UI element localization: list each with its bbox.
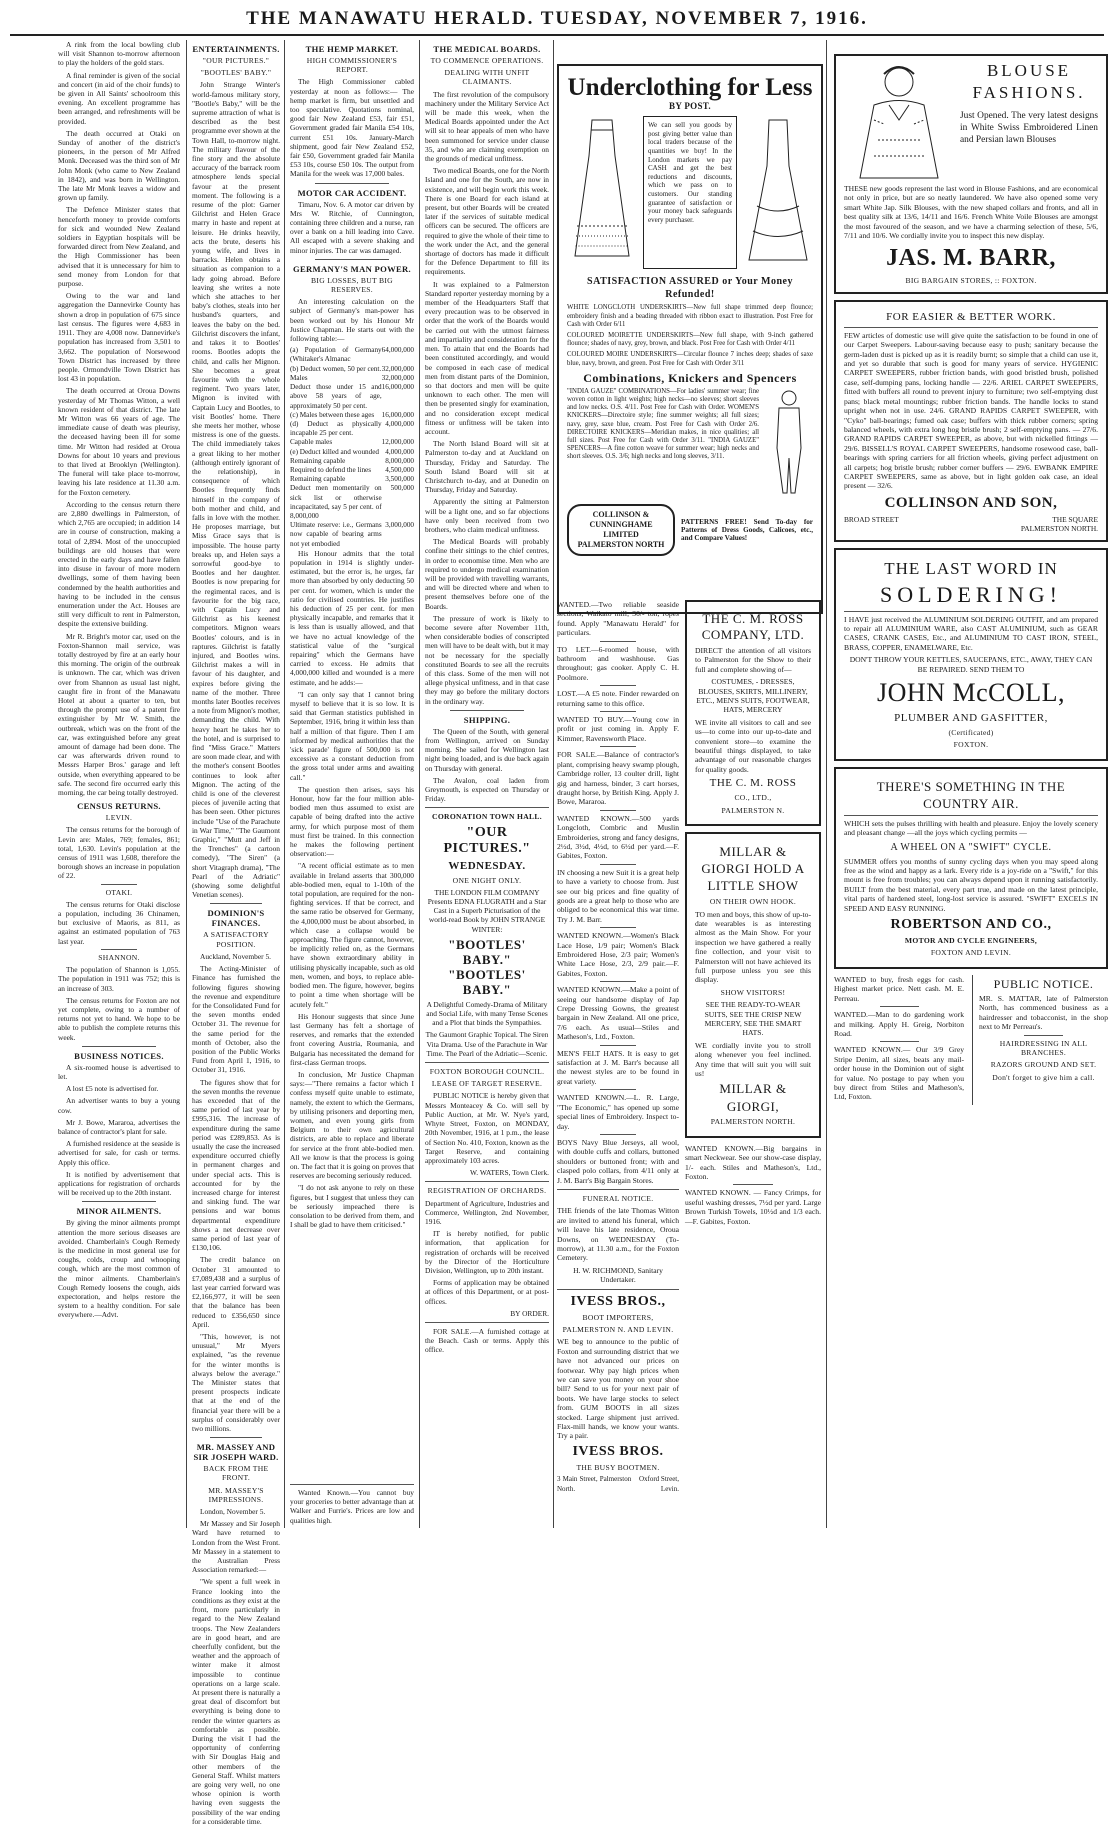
ivess2-address: 3 Main Street, Palmerston North. (557, 1475, 632, 1493)
country-body: WHICH sets the pulses thrilling with health and pleasure. Enjoy the lovely scenery and pleasant change —all the joys which cycling permits — (844, 818, 1098, 838)
table-row (290, 374, 414, 383)
blouse-body: THESE new goods represent the last word in Blouse Fashions, and are economical not only in price, but are so neatly laundered. We have also opened some very smart White Jap. Silk Blouses, with the new shaped collars and fronts, and all in best quality silk at 13/6, 14/11 and 16/6. French White Voile Blouses are amongst the most favoured of the season, and we have a charming selection of these, 5/6, 7/11 and 10/6. We cordially invite you to inspect this new display. (844, 184, 1098, 241)
column-2 (192, 40, 280, 1826)
our-pictures-film: "BOOTLES' BABY." "BOOTLES' BABY." (448, 936, 526, 997)
column-rule (553, 40, 554, 1528)
combinations-title: Combinations, Knickers and Spencers (583, 370, 797, 385)
divider (844, 815, 1098, 816)
ivess-subtitle: BOOT IMPORTERS, (582, 1312, 654, 1322)
table-row (290, 466, 414, 475)
ivess2-title: IVESS BROS. (572, 1443, 664, 1459)
logo-name: COLLINSON & CUNNINGHAME (589, 509, 653, 529)
business-heading: BUSINESS NOTICES. (74, 1050, 164, 1061)
table-cell: 12,000,000 (381, 438, 414, 447)
column-rule (826, 40, 827, 1528)
news-paragraph: The figures show that for the seven months the revenue has exceeded that of the same period of last year by £995,316. The increase of expenditure during the same period was £289,853. As is usually the case the increased expenditure occurred chiefly in permanent charges and under special acts. This is accounted for by the increased charge for interest and sinking fund. The war pensions and war bonus departmental expenditure shows a net decrease over same period of last year of £130,106. (192, 1077, 280, 1253)
small-ad: WANTED TO BUY.—Young cow in profit or just coming in. Apply F. Kimmer, Ravensworth Place. (557, 715, 679, 743)
news-paragraph: The death occurred at Oroua Downs yesterday of Mr Thomas Witton, a well known resident of that district. The late Mr Witton was 66 years of age. The immediate cause of death was pleurisy, the deceased having been ill for some time. Mr Witton had resided at Oroua Downs for about 10 years and previous to that lived at Brooklyn (Wellington). The funeral will take place to-morrow, leaving his late residence at 11.30 a.m. for the Foxton cemetery. (58, 386, 180, 497)
millar-giorgi-ad (685, 832, 821, 1138)
hemp-market-heading: THE HEMP MARKET. (305, 44, 399, 54)
table-cell: 16,000,000 (381, 383, 414, 392)
divider (600, 746, 637, 747)
news-paragraph: It was explained to a Palmerston Standard reporter yesterday morning by a member of the Headquarters Staff that every precaution was to be observed in order that the work of the Boards would be carried out with the utmost fairness and impartiality and consideration for the men. To attain that end the Boards had been constituted accordingly, and would be composed in each case of medical men from distant parts of the Dominion, so that doctors and men will be quite unknown to each other. The men will then be presented singly for examination, and no consideration except medical fitness or unfitness will be taken into account. (425, 279, 549, 436)
small-ad: WANTED KNOWN.—Big bargains in smart Neckwear. See our show-case display, 1/- each. Stiles and Matheson's, Ltd., Foxton. (685, 1143, 821, 1182)
small-ad: WANTED KNOWN.—L. R. Large, "The Economic," has opened up some special lines of Embroidery. Inspect to-day. (557, 1093, 679, 1131)
table-cell: Ultimate reserve: i.e., Germans now capable of bearing arms not yet embodied (290, 521, 382, 548)
table-row (290, 365, 414, 374)
orchards-dept: Department of Agriculture, Industries and Commerce, Wellington, 2nd November, 1916. (425, 1198, 549, 1226)
ross-signature: THE C. M. ROSS (709, 777, 797, 790)
table-cell: (b) Deduct women, 50 per cent. (290, 364, 382, 373)
table-cell: 4,000,000 (385, 447, 414, 456)
divider (600, 810, 637, 811)
mccoll-name: JOHN McCOLL, (877, 678, 1065, 707)
dominion-finances-subheading: A SATISFACTORY POSITION. (203, 930, 269, 949)
table-cell: Remaining capable (290, 456, 346, 465)
news-paragraph: Mr R. Bright's motor car, used on the Foxton-Shannon mail service, was totally destroyed by fire at an early hour this morning. The origin of the outbreak is unknown. The car, which was driven over from Shannon as usual last night, caught fire in front of the Manawatu Hotel at about a quarter to ten, but through the prompt use of a patent fire extinguisher by Mr W. Smith, the outbreak, which was on the front of the car, was extinguished before any great amount of damage had been done. The car was afterwards driven round to Messrs Harper Bros.' garage and left outside, when everything appeared to be safe. The second fire occurred early this morning, the car being totally destroyed. (58, 631, 180, 798)
news-paragraph: The North Island Board will sit at Palmerston to-day and at Auckland on Thursday, Friday and Saturday. The South Island Board will sit at Christchurch to-day, and at Dunedin on Thursday, Friday and Saturday. (425, 439, 549, 495)
divider (880, 1041, 919, 1042)
medical-boards-subheading: TO COMMENCE OPERATIONS. (430, 56, 544, 65)
minor-ailments-paragraph: By giving the minor ailments prompt attention the more serious diseases are avoided. Chamberlain's Cough Remedy is the medicine in most general use for coughs, colds, croup and whooping cough, which are the most common of the minor ailments. Chamberlain's Cough Remedy loosens the cough, aids expectoration, and helps restore the system to a healthy condition. For sale everywhere.—Advt. (58, 1218, 180, 1320)
funeral-notice: THE friends of the late Thomas Witton are invited to attend his funeral, which will leave his late residence, Oroua Downs, on WEDNESDAY (To-morrow), at 11.30 a.m., for the Foxton Cemetery. (557, 1206, 679, 1263)
news-paragraph: In conclusion, Mr Justice Chapman says:—"There remains a factor which I confess myself quite unable to estimate, namely, the extent to which the Germans, by utilising prisoners and deporting men, women, and even young girls from Belgium to their own agricultural districts, are able to replace and liberate for service at the front able-bodied men. All we know is that the process is going on. The fact that it is going on proves that reserves are becoming seriously reduced. (290, 1069, 414, 1181)
our-pictures-title: "OUR PICTURES." (443, 824, 531, 856)
underclothing-item: WHITE LONGCLOTH UNDERSKIRTS—New full shape trimmed deep flounce; embroidery finish and a beading threaded with ribbon exact to illustration. Post Free for Cash with Order 6/11 (567, 304, 813, 328)
soldering-title: THE LAST WORD IN (884, 558, 1058, 578)
mccoll-certificated: (Certificated) (948, 728, 994, 737)
column-6 (557, 600, 679, 1528)
ivess-place: PALMERSTON N. AND LEVIN. (562, 1325, 674, 1334)
divider (600, 864, 637, 865)
funeral-heading: FUNERAL NOTICE. (582, 1193, 654, 1203)
woman-blouse-illustration-icon (844, 60, 954, 180)
table-row (290, 438, 414, 447)
ross-signature: CO., LTD., (734, 793, 772, 803)
ross-ad (685, 600, 821, 826)
ivess2-address: Oxford Street, Levin. (638, 1475, 679, 1493)
divider (425, 807, 549, 808)
small-ad: BOYS Navy Blue Jerseys, all wool, with double cuffs and collars, buttoned shoulders or buttoned front; with and clasped polo collars, from 4/11 only at J. M. Barr's Big Bargain Stores. (557, 1137, 679, 1185)
divider (844, 611, 1098, 612)
logo-limited: LIMITED (603, 529, 639, 539)
entertainments-subheading: "BOOTLES' BABY." (200, 68, 272, 78)
ivess2-subtitle: THE BUSY BOOTMEN. (576, 1462, 660, 1472)
table-cell: 500,000 (390, 484, 414, 493)
orchards-signature: BY ORDER. (510, 1308, 549, 1318)
millar-signature: GIORGI, (726, 1099, 780, 1115)
levin-paragraph: The census returns for the borough of Levin are: Males, 769; females, 861; total, 1,630. Levin's population at the census of 1911 was 1,608, therefore the borough shows an increase in population of 22. (58, 825, 180, 881)
table-row (290, 383, 414, 411)
blouse-title: BLOUSE (986, 61, 1072, 80)
column-4 (425, 40, 549, 1528)
country-title: THERE'S SOMETHING IN THE COUNTRY AIR. (876, 778, 1066, 811)
news-paragraph: "I do not ask anyone to rely on these figures, but I suggest that unless they can be seriously impeached there is consolation to be derived from them, and I shall be glad to have them criticised." (290, 1183, 414, 1230)
news-paragraph: The Defence Minister states that henceforth money to provide comforts for sick and wounded New Zealand soldiers in Egyptian hospitals will be forwarded direct from New Zealand, and the High Commissioner has been advised that it is unnecessary for him to send money from London for that purpose. (58, 205, 180, 289)
millar-title: MILLAR & GIORGI HOLD A LITTLE SHOW (701, 844, 805, 894)
public-notice-title: PUBLIC NOTICE. (993, 976, 1094, 991)
divider (600, 711, 637, 712)
divider (425, 1062, 549, 1063)
table-cell: Required to defend the lines (290, 465, 372, 474)
robertson-trade: MOTOR AND CYCLE ENGINEERS, (904, 936, 1038, 946)
ivess-title: IVESS BROS., (570, 1293, 666, 1309)
ross-body2: WE invite all visitors to call and see us—to come into our up-to-date and convenient store—to examine the beautiful things displayed, to take advantage of our reasonable charges for quality goods. (695, 717, 811, 774)
foxton-paragraph: The census returns for Foxton are not yet complete, owing to a number of returns not yet to hand. We hope to be able to publish the complete returns this week. (58, 995, 180, 1042)
business-item: A furnished residence at the seaside is advertised for sale, for cash or terms. Apply this office. (58, 1139, 180, 1167)
for-sale-notice: FOR SALE.—A furnished cottage at the Beach. Cash or terms. Apply this office. (425, 1326, 549, 1355)
divider (82, 1046, 155, 1047)
grocery-notice: Wanted Known.—You cannot buy your groceries to better advantage than at Walker and Furrie's. Prices are low and qualities high. (290, 1488, 414, 1525)
soldering-body: I HAVE just received the ALUMINIUM SOLDERING OUTFIT, and am prepared to repair all ALUMINIUM WARE, also CAST ALUMINIUM, such as GEAR CASES, CRANK CASES, Etc., and ALUMINIUM TO CAST IRON, STEEL, BRASS, COPPER, ENAMELWARE, Etc. (844, 614, 1098, 652)
news-paragraph: Two medical Boards, one for the North Island and one for the South, are now in existence, and will begin work this week. There is one Board for each island at present, but other Boards will be created later if the services of suitable medical officers can be secured. The officers are required to give the whole of their time to the work under the Act, and the general shortage of doctors has made it difficult for the Defence Department to fill its requirements. (425, 166, 549, 277)
barr-name: JAS. M. BARR, (886, 245, 1056, 272)
table-cell: 3,500,000 (385, 475, 414, 484)
table-cell: 4,000,000 (385, 419, 414, 428)
small-ad: WANTED.—Two reliable seaside sections, Waikato mill; 30/- ton, ropes found. Apply "Manawatu Herald" for particulars. (557, 600, 679, 638)
millar-show: SHOW VISITORS! (720, 987, 786, 997)
business-item: A six-roomed house is advertised to let. (58, 1062, 180, 1081)
table-cell: (a) Population of Germany (Whitaker's Almanac (290, 346, 382, 364)
germany-subheading: BIG LOSSES, BUT BIG RESERVES. (311, 275, 393, 295)
news-paragraph: Apparently the sitting at Palmerston will be a light one, and so far objections have only been received from two brothers, who claim medical unfitness. (425, 497, 549, 534)
news-paragraph: The death occurred at Otaki on Sunday of another of the district's pioneers, in the person of Mr Alfred Monk. Deceased was the third son of Mr John Monk (who came to New Zealand in 1842), and was born in Wellington. The late Mr Monk leaves a widow and grown up family. (58, 128, 180, 203)
divider (600, 1045, 637, 1046)
our-pictures-presenter: THE LONDON FILM COMPANY Presents EDNA FLUGRATH and a Star Cast in a Superb Picturisation of the world-read Book by JOHN STRANGE WINTER: (427, 887, 547, 934)
news-paragraph: John Strange Winter's world-famous military story, "Bootle's Baby," will be the supreme attraction of what is described as the best programme ever shown at the Town Hall, to-morrow night. The military flavour of the fine story and the absolute accuracy of the barrack room atmosphere lends special favour at the present moment. The following is a resume of the plot: Garner Gilchrist and Helen Grace marry in haste and repent at leisure. He drinks heavily, acts the brute, deserts his young wife, and lives in barracks. Helen obtains a situation as companion to a lady going abroad. Before leaving she writes a note which she attaches to her baby's clothes, steals into her husband's quarters, and leaves the baby on the bed. Gilchrist discovers the infant, and takes it to Bootles' rooms. Bootles adopts the child, and calls her Mignon. She becomes a great favourite with the whole regiment. Two years later, Mignon is invited with Captain Lucy and Bootles, to visit Bootles' home. There she meets her mother, whose mistress is one of the guests. The child immediately takes a great liking to her mother (although entirely ignorant of the relationship), in consequence of which Bootles frequently finds himself in the company of both mother and child, and falls in love with the mother. He proposes marriage, but Miss Grace says that is impossible. The house party breaks up, and Helen says a sorrowful good-bye to Bootles and her daughter. Bootles is now preparing for the regimental races, and is favourite for the big race, with Captain Lucy and Gilchrist as his keenest competitors. Mignon wears Bootles' colours, and is in raptures. Gilchrist is fatally injured, and Bootles wins. Gilchrist makes a will in favour of his daughter, and expires before giving the name of the mother. Three months later Bootles receives a note from Mignon's mother, demanding the child. With heavy heart he takes her to the hotel, and is surprised to find "Miss Grace." Matters are soon made clear, and with the mother's consent Bootles continues to look after Mignon. The acting of the child is one of the cleverest pieces of juvenile acting that has been seen. Other pictures include "Use of the Parachute in War Time," "The Gaumont Graphic," "Mutt and Jeff in the Trenches" (a cartoon comedy), "The Siren" (a short Vitagraph drama), "The Pearl of the Adriatic" (showing some delightful Venetian scenes). (192, 80, 280, 900)
motor-accident-heading: MOTOR CAR ACCIDENT. (297, 187, 407, 198)
small-ad: WANTED.—Man to do gardening work and milking. Apply H. Greig, Norbiton Road. (834, 1010, 964, 1038)
blouse-title: FASHIONS. (972, 83, 1086, 102)
table-row (290, 420, 414, 438)
collinson-address: PALMERSTON NORTH. (1020, 524, 1098, 534)
shipping-paragraph: The Avalon, coal laden from Greymouth, is expected on Thursday or Friday. (425, 775, 549, 804)
divider (600, 641, 637, 642)
easier-body: FEW articles of domestic use will give quite the satisfaction to be found in one of our Carpet Sweepers. Labour-saving because easy to push; sanitary because the germ-laden dust is picked up as it is readily burnt; so simple that a child can use it, and yet so durable that such is good for many years of service. HYGIENIC CARPET SWEEPERS, rubber friction bands, with good bristled brush, polished case, self-dumping pans, locking handle — 22/6. ARIEL CARPET SWEEPERS, fitted with buffers all round to prevent injury to furniture; two self-emptying dust pans; black metal mountings; rubber friction bands. The handle locks to stand upright when not in use. 24/6. GRAND RAPIDS CARPET SWEEPER, with "Cyko" ball-bearings; fumed oak case; buffers with thick rubber corners; spring balanced wheels, with extra long hog bristle brush; 2 self-emptying pans. — 27/6. GRAND RAPIDS CARPET SWEEPER, as above, but with nickelled fittings — 29/6. BISSELL'S ROYAL CARPET SWEEPERS, handsome rosewood case, ball-bearings with spring carriers for all friction wheels, giving perfect adjustment on all carpets; hog bristle brush; rubber corner buffers — 29/6. EWBANK EMPIRE CARPET SWEEPERS, same as above, but in light golden oak case, an ideal present — 32/6. (844, 330, 1098, 491)
table-cell: Deduct men momentarily on sick list or otherwise incapacitated, say 5 per cent. of 8,000,000 (290, 484, 382, 520)
country-body: SUMMER offers you months of sunny cycling days when you may speed along free as the wind and happy as a lark. Every ride is a joy-ride on a "Swift," for this mount is free from troubles; you can always depend upon it running satisfactorily. BUILT from the best material, every part true, and made on the latest principle, vital parts of hardened steel, long-lost service is assured. "SWIFT" EXCELS IN SPEED AND EASY RUNNING. (844, 856, 1098, 913)
table-row (290, 448, 414, 457)
column-rule (284, 40, 285, 1528)
swift-slogan: A WHEEL ON A "SWIFT" CYCLE. (890, 841, 1052, 853)
public-notice-body: MR. S. MATTAR, late of Palmerston North, has commenced business as a hairdresser and tobacconist, in the shop next to Mr Perreau's. (979, 993, 1108, 1032)
table-cell: Capable males (290, 438, 333, 447)
patterns-free: PATTERNS FREE! Send To-day for Patterns of Dress Goods, Calicoes, etc., and Compare Values! (681, 517, 813, 542)
blouse-intro: Just Opened. The very latest designs in White Swiss Embroidered Linen and Persian lawn Blouses (960, 111, 1098, 145)
news-paragraph: A rink from the local bowling club will visit Shannon to-morrow afternoon to play the holders of the gold stars. (58, 40, 180, 68)
table-row (290, 457, 414, 466)
mccoll-trade: PLUMBER AND GASFITTER, (894, 712, 1048, 724)
manpower-table (290, 346, 414, 548)
millar-body: TO men and boys, this show of up-to-date wearables is as interesting almost as the Main Show. For your inspection we have gathered a really fine collection, and your visit to Palmerston will not have achieved its full purpose unless you see this display. (695, 909, 811, 985)
otaki-paragraph: The census returns for Otaki disclose a population, including 36 Chinamen, but exclusive of Maoris, as 811, as against an estimated population of 763 last year. (58, 899, 180, 946)
business-item: A lost £5 note is advertised for. (66, 1084, 159, 1094)
divider (600, 927, 637, 928)
news-paragraph: The Acting-Minister of Finance has furnished the following figures showing the revenue and expenditure for the Consolidated Fund for the seven months ended October 31. The revenue for the same period for the month of October, also the position of the Public Works Fund from April 1, 1916, to October 31, 1916. (192, 964, 280, 1075)
underclothing-title: Underclothing for Less (567, 74, 813, 101)
germany-heading: GERMANY'S MAN POWER. (293, 263, 411, 274)
table-row (290, 484, 414, 521)
millar-invite: WE cordially invite you to stroll along whenever you feel inclined. Any time that will suit you will suit us! (695, 1040, 811, 1078)
news-paragraph: His Honour admits that the total population in 1914 is slightly under-estimated, but the error is, he urges, far more than absorbed by only deducting 50 per cent. for women, which is under the ratio for civilised countries. He justifies his deduction of 25 per cent. for men physically incapable, and remarks that it is less than is usually allowed, and that we have no actual knowledge of the statistical value of the "surgical repairing" which the Germans have carried to excess. He admits that 4,000,000 killed and wounded is a mere estimate, and he adds:— (290, 548, 414, 687)
small-ad: FOR SALE.—Balance of contractor's plant, comprising heavy swamp plough, Cambridge roller, 13 coulter drill, light gig and harness, binder, 3 cart horses, draught horse, by British King. Apply J. Bowe, Mararoa. (557, 750, 679, 807)
ivess-body: WE beg to announce to the public of Foxton and surrounding district that we have not advanced our prices on footwear. Why pay high prices when we can save you money on your shoe bill? Send to us for your next pair of boots. We have large stocks to select from. GUM BOOTS in all sizes stocked. Large shipment just arrived. Flax-mill hands, we know your wants. Try a pair. (557, 1337, 679, 1441)
robertson-name: ROBERTSON AND CO., (890, 917, 1052, 933)
frilled-skirt-icon (743, 116, 813, 266)
orchards-notice: Forms of application may be obtained at offices of this Department, or at post-offices. (425, 1278, 549, 1306)
news-paragraph: The High Commissioner cabled yesterday at noon as follows:— The hemp market is firm, but unsettled and too speculative. Quotations nominal, good fair New Zealand £53, fair £51, Government graded fair Manila £54 10s, current £51 10s. January-March shipment, good fair New Zealand £52, fair £50, Government graded fair Manila £53 10s, course £50 10s. The output from Manila for the week was 17,000 bales. (290, 77, 414, 179)
swift-cycle-ad (834, 767, 1108, 969)
divider (557, 1289, 679, 1290)
column-3-footer (290, 1484, 414, 1532)
table-cell: (c) Males between these ages (290, 410, 375, 419)
divider (844, 327, 1098, 328)
council-signature: W. WATERS, Town Clerk. (469, 1168, 549, 1178)
divider (425, 1181, 549, 1182)
table-cell: 32,000,000 (381, 373, 414, 382)
underclothing-intro-box (643, 116, 737, 269)
public-notice-line: RAZORS GROUND AND SET. (990, 1060, 1097, 1070)
ross-body: DIRECT the attention of all visitors to Palmerston for the Show to their full and complete showing of— (695, 646, 811, 674)
divider (101, 884, 138, 885)
news-paragraph: The question then arises, says his Honour, how far the four million able-bodied men thus assumed to exist are capable of being drafted into the active army, for which purpose most of them must first be trained. In this connection he makes the following pertinent observation:— (290, 784, 414, 859)
news-paragraph: The credit balance on October 31 amounted to £7,089,438 and a surplus of last year carried forward was £2,166,977, it will be seen that the balance has been reduced to £356,650 since April. (192, 1255, 280, 1329)
divider (315, 259, 389, 260)
table-row (290, 475, 414, 484)
small-ad: IN choosing a new Suit it is a great help to have a variety to choose from. Just see our big prices and fine quality of goods are a great help to those who are obliged to be economical this war time. Try J. M. Barr. (557, 867, 679, 924)
table-cell: 3,000,000 (385, 521, 414, 530)
news-paragraph: Auckland, November 5. (200, 951, 272, 961)
small-ad: WANTED KNOWN.—Make a point of seeing our handsome display of Jap Crepe Dressing Gowns, the greatest bargain in New Zealand. All one price, 7/6 each. As usual—Stiles and Matheson's, Ltd., Foxton. (557, 985, 679, 1042)
coronation-hall-heading: CORONATION TOWN HALL. (432, 812, 542, 822)
ross-title: THE C. M. ROSS COMPANY, LTD. (701, 611, 805, 642)
divider (880, 1006, 919, 1007)
entertainments-heading: ENTERTAINMENTS. (192, 44, 280, 54)
shannon-subheading: SHANNON. (98, 952, 140, 962)
business-item: An advertiser wants to buy a young cow. (58, 1096, 180, 1115)
news-paragraph: The pressure of work is likely to become severe after November 11th, when considerable bodies of conscripted men will have to be dealt with, but it may not be necessary for the specially constituted Boards to see all the recruits of this class. Some of the men will not allege physical unfitness, and in that case they may go before the military doctors in the ordinary way. (425, 613, 549, 706)
column-rule (419, 40, 420, 1528)
soldering-ad (834, 548, 1108, 761)
ross-items: COSTUMES, - DRESSES, BLOUSES, SKIRTS, MILLINERY, ETC., MEN'S SUITS, FOOTWEAR, HATS, MERCERY (696, 677, 810, 715)
table-cell: Deduct those under 15 and above 58 years of age, approximately 50 per cent. (290, 383, 382, 410)
masthead-title: THE MANAWATU HERALD. TUESDAY, NOVEMBER 7, 1916. (246, 8, 868, 29)
column-right (834, 54, 1108, 1528)
collinson-cunninghame-logo (567, 504, 675, 556)
column-1 (58, 40, 180, 1528)
news-paragraph: His Honour suggests that since June last Germany has felt a shortage of reserves, and remarks that the extended front covering Austria, Roumania, and Bulgaria has necessitated the demand for first-class German troops. (290, 1011, 414, 1067)
small-ad: WANTED KNOWN.—Women's Black Lace Hose, 1/9 pair; Women's Black Embroidered Hose, 2/3 pair; Women's White Lace Hose, 2/3, 2/9 pair.—F. Gabites, Foxton. (557, 931, 679, 978)
orchards-heading: REGISTRATION OF ORCHARDS. (427, 1186, 547, 1196)
orchards-notice: IT is hereby notified, for public information, that application for registration of orchards will be received by the Director of the Horticulture Division, Wellington, up to 20th instant. (425, 1229, 549, 1275)
millar-see: SEE THE READY-TO-WEAR SUITS, SEE THE CRISP NEW MERCERY, SEE THE SMART HATS. (704, 1000, 802, 1038)
our-pictures-supporting: The Gaumont Graphic Topical. The Siren Vita Drama. Use of the Parachute in War Time. The Pearl of the Adriatic—Scenic. (425, 1030, 549, 1058)
small-ad: MEN'S FELT HATS. It is easy to get satisfaction at J. M. Barr's because all the newest styles are to be found in great variety. (557, 1048, 679, 1086)
logo-place: PALMERSTON NORTH (577, 539, 665, 549)
ross-signature: PALMERSTON N. (721, 805, 785, 815)
medical-boards-heading: THE MEDICAL BOARDS. (433, 44, 541, 54)
council-notice: PUBLIC NOTICE is hereby given that Messrs Monteacey & Co. will sell by Public Auction, at Mr. W. Nye's yard, Whyte Street, Foxton, on MONDAY, 20th November, 1916, at 1 p.m., the lease of Section No. 410, Foxton, known as the Target Reserve, and containing approximately 103 acres. (425, 1091, 549, 1165)
masthead (10, 4, 1104, 36)
divider (450, 710, 524, 711)
collinson-name: COLLINSON AND SON, (884, 494, 1058, 511)
column-3 (290, 40, 414, 1528)
combinations-figure-icon (765, 388, 813, 498)
news-paragraph: Owing to the war and land aggregation the Dannevirke County has shown a drop in population of 675 since last census. The figures were 4,683 in 1911. They are 4,008 now. Dannevirke's population has increased from 3,501 to 3,662. The population of Norsewood Town District has increased by three people. Ormondville Town District has lost 43 in population. (58, 291, 180, 384)
news-paragraph: London, November 5. (200, 1507, 266, 1517)
public-notice-line: HAIRDRESSING IN ALL BRANCHES. (999, 1038, 1088, 1057)
massey-heading: MR. MASSEY AND SIR JOSEPH WARD. (193, 1442, 279, 1463)
millar-signature: MILLAR & (719, 1081, 787, 1097)
news-paragraph: Timaru, Nov. 6. A motor car driven by Mrs W. Ritchie, of Cunnington, containing three children and a nurse, ran over a bank on a hill leading into Cave. All escaped with a severe shaking and minor injuries. The car was damaged. (290, 199, 414, 255)
table-cell: 4,500,000 (385, 465, 414, 474)
medical-boards-subheading: DEALING WITH UNFIT CLAIMANTS. (444, 68, 530, 87)
table-cell: Males (290, 373, 308, 382)
small-ad: WANTED KNOWN.—500 yards Longcloth, Combric and Muslin Embroideries, strong and fancy designs, 2½d, 3½d, 4½d, to 6½d per yard.—F. Gabites, Foxton. (557, 813, 679, 861)
our-pictures-description: A Delightful Comedy-Drama of Military and Social Life, with many Tense Scenes and a Plot that binds the Sympathies. (426, 999, 548, 1028)
collinson-address: BROAD STREET (844, 514, 899, 524)
entertainments-subheading: "OUR PICTURES." (202, 56, 270, 65)
news-paragraph: "I can only say that I cannot bring myself to believe that it is so low. It is said that German statistics published in September, 1916, bring it within less than half a million of that figure. Then I am informed by medical authorities that the 'sick parade' figure of 500,000 is not excessive as a constant deduction from the gross total under arms and awaiting call." (290, 689, 414, 782)
shipping-paragraph: The Queen of the South, with general from Wellington, arrived on Sunday morning. She sailed for Wellington last night being loaded, and is due back again on Thursday with general. (425, 726, 549, 773)
underclothing-item: COLOURED MOIRETTE UNDERSKIRTS—New full shape, with 9-inch gathered flounce; shades of navy, grey, brown, and black. Post Free for Cash with Order 4/11 (567, 332, 813, 348)
table-cell: 16,000,000 (381, 410, 414, 419)
divider (425, 1322, 549, 1323)
divider (315, 183, 389, 184)
mccoll-place: FOXTON. (953, 740, 989, 750)
minor-ailments-heading: MINOR AILMENTS. (76, 1206, 162, 1217)
dominion-finances-heading: DOMINION'S FINANCES. (207, 908, 265, 929)
levin-subheading: LEVIN. (105, 813, 133, 823)
barr-store: BIG BARGAIN STORES, :: FOXTON. (905, 276, 1037, 286)
millar-signature: PALMERSTON NORTH. (710, 1117, 796, 1127)
our-pictures-night: ONE NIGHT ONLY. (452, 875, 522, 885)
business-item: It is notified by advertisement that applications for registration of orchards will be received up to the 20th instant. (58, 1169, 180, 1198)
underskirt-illustration-2 (743, 116, 813, 269)
shipping-heading: SHIPPING. (463, 714, 511, 725)
our-pictures-day: WEDNESDAY. (448, 859, 526, 872)
divider (557, 1189, 679, 1190)
table-cell: (d) Deduct as physically incapable 25 per cent. (290, 419, 382, 438)
small-ads-column (834, 975, 964, 1105)
small-ad: LOST.—A £5 note. Finder rewarded on returning same to this office. (557, 689, 679, 708)
collinson-address: THE SQUARE (1052, 514, 1098, 524)
robertson-place: FOXTON AND LEVIN. (930, 948, 1012, 958)
news-paragraph: An interesting calculation on the subject of Germany's man-power has been worked out by his Honour Mr Justice Chapman. He starts out with the following table:— (290, 297, 414, 344)
combinations-text: "INDIA GAUZE" COMBINATIONS—For ladies' summer wear; fine woven cotton in light weights; high necks—no sleeves; short sleeves and low necks. O.S. 4/11. Post Free for Cash with Order. WOMEN'S KNICKERS—Directoire style; fine summer weights; all full sizes; navy, grey, saxe blue, cream. Post Free for Cash with Order 2/6. DIRECTOIRE KNICKERS—Meridian makes, in nice qualities; all full sizes. Post Free for Cash with Order 3/11. "INDIA GAUZE" SPENCERS—A fine cotton weave for summer wear; high necks and short sleeves. O.S. 3/6; high necks and long sleeves, 3/11. (567, 387, 759, 461)
shannon-paragraph: The population of Shannon is 1,055. The population in 1911 was 752; this is an increase of 303. (58, 965, 180, 993)
public-notice-line: Don't forget to give him a call. (992, 1072, 1095, 1082)
underskirt-icon (567, 116, 637, 266)
council-heading: FOXTON BOROUGH COUNCIL. (429, 1067, 545, 1077)
divider (101, 949, 138, 950)
small-ad: WANTED KNOWN.— Our 3/9 Grey Stripe Denim, all sizes, beats any mail-order house in the Dominion out of sight for value. No postage to pay when you buy direct from Stiles and Matheson's, Ltd, Foxton. (834, 1045, 964, 1102)
public-notice (972, 975, 1108, 1105)
table-row (290, 346, 414, 364)
divider (600, 685, 637, 686)
news-paragraph: A final reminder is given of the social and concert (in aid of the choir funds) to be given in All Saints' schoolroom this evening. An excellent programme has been arranged, and refreshments will be provided. (58, 70, 180, 126)
divider (600, 981, 637, 982)
column-rule (186, 40, 187, 1528)
funeral-signature: H. W. RICHMOND, Sanitary Undertaker. (573, 1265, 663, 1285)
blouse-ad (834, 54, 1108, 294)
divider (733, 1184, 774, 1185)
soldering-title: SOLDERING! (880, 581, 1062, 607)
massey-subheading: BACK FROM THE FRONT. (203, 1464, 269, 1483)
news-paragraph: The Medical Boards will probably confine their sittings to the chief centres, in order to economise time. Men who are required to undergo medical examination will be provided with travelling warrants, and will be directed where and when to present themselves before one of the Boards. (425, 537, 549, 611)
millar-subtitle: ON THEIR OWN HOOK. (709, 897, 797, 907)
small-ad: TO LET.—6-roomed house, with bathroom and washhouse. Gas throughout; gas cooker. Apply C. H. Poolmore. (557, 644, 679, 682)
news-paragraph: Mr Massey and Sir Joseph Ward have returned to London from the West Front. Mr Massey in a statement to the Australian Press Association remarked:— (192, 1519, 280, 1575)
news-paragraph: The first revolution of the compulsory machinery under the Military Service Act will be made this week, when the Medical Boards appointed under the Act will sit to hear appeals of men who have been summoned for service under clause 35, and who are claiming exemption on the grounds of medical unfitness. (425, 89, 549, 164)
business-item: Mr J. Bowe, Mararoa, advertises the balance of contractor's plant for sale. (58, 1117, 180, 1136)
otaki-subheading: OTAKI. (105, 887, 133, 897)
divider (600, 1134, 637, 1135)
divider (1024, 1035, 1063, 1036)
divider (600, 1089, 637, 1090)
divider (82, 1201, 155, 1202)
news-paragraph: According to the census return there are 2,880 dwellings in Palmerston, of which 2,765 are occupied; in addition 14 are in course of construction, making a total of 2,894. Most of the unoccupied buildings are old houses that were erected in the early days and have fallen into disuse in favour of more modern dwellings, some of them having been condemned by the health authorities and having to be included in the census enumeration under the Act. Houses are still very difficult to rent in Palmerston, despite the extensive building. (58, 499, 180, 629)
table-row (290, 521, 414, 549)
news-paragraph: "This, however, is not unusual," Mr Myers explained, "as the revenue for the winter months is always below the average." The Minister states that present prospects indicate that at the end of the financial year there will be a surplus of considerably over two millions. (192, 1332, 280, 1434)
underclothing-ad (557, 64, 823, 614)
news-paragraph: "We spent a full week in France looking into the conditions as they exist at the front, more particularly in regard to the New Zealand troops. The New Zealanders are in good heart, and are cheerfully confident, but the weather and the approach of winter make it almost impossible to continue operations on a large scale. At present there is naturally a great deal of discomfort but everything is being done to render the winter quarters as comfortable as possible. During the visit I had the opportunity of conferring with Sir Douglas Haig and other members of the General Staff. Whilst matters are going very well, no one whose opinion is worth having even suggests the possibility of the war ending for a considerable time. (192, 1577, 280, 1826)
underclothing-subtitle: BY POST. (669, 101, 711, 111)
table-cell: 32,000,000 (381, 364, 414, 373)
carpet-sweeper-ad (834, 300, 1108, 542)
hemp-market-subheading: HIGH COMMISSIONER'S REPORT. (306, 56, 398, 75)
small-ad: WANTED KNOWN. — Fancy Crimps, for useful washing dresses, 7½d per yard. Large Brown Turkish Towels, 10½d and 1/3 each. —F. Gabites, Foxton. (685, 1188, 821, 1226)
soldering-warning: DON'T THROW YOUR KETTLES, SAUCEPANS, ETC., AWAY, THEY CAN BE REPAIRED. SEND THEM TO (849, 655, 1093, 674)
table-cell: 64,000,000 (381, 346, 414, 355)
table-cell: Remaining capable (290, 475, 346, 484)
table-cell: (e) Deduct killed and wounded (290, 447, 380, 456)
underclothing-item: COLOURED MOIRE UNDERSKIRTS—Circular flounce 7 inches deep; shades of saxe blue, navy, brown, and green. Post Free for Cash with Order 3/11 (567, 351, 813, 367)
divider (210, 1437, 263, 1438)
council-subheading: LEASE OF TARGET RESERVE. (431, 1079, 543, 1089)
underclothing-guarantee: SATISFACTION ASSURED or Your Money Refunded! (587, 276, 793, 301)
census-heading: CENSUS RETURNS. (77, 801, 161, 812)
divider (210, 903, 263, 904)
news-paragraph: "A recent official estimate as to men available in Ireland asserts that 300,000 able-bodied men, equal to 1-10th of the total population, are required for the non-fighting services. If that be correct, and the same ratio be observed for Germany, the 4,000,000 must be about absorbed, in which case a collapse would be approaching. The figure cannot, however, be implicitly relied on, as the Germans have shown extraordinary ability in utilising physically incapable, such as old men, women, and boys, to replace able-bodied men. The figure, however, begins to point a time when shortage will be acutely felt." (290, 861, 414, 1009)
table-cell: 8,000,000 (385, 456, 414, 465)
underskirt-illustration (567, 116, 637, 269)
table-row (290, 411, 414, 420)
easier-title: FOR EASIER & BETTER WORK. (886, 310, 1056, 323)
underclothing-intro: We can sell you goods by post giving better value than local traders because of the quantities we buy! In the London markets we pay CASH and get the best reductions and discounts, which we pass on to customers. Our standing guarantee of satisfaction or your money back safeguards every purchaser. (648, 121, 732, 224)
column-7 (685, 600, 821, 1528)
small-ad: WANTED to buy, fresh eggs for cash. Highest market price. Nett cash. M. E. Perreau. (834, 974, 964, 1003)
massey-subheading: MR. MASSEY'S IMPRESSIONS. (208, 1485, 264, 1504)
